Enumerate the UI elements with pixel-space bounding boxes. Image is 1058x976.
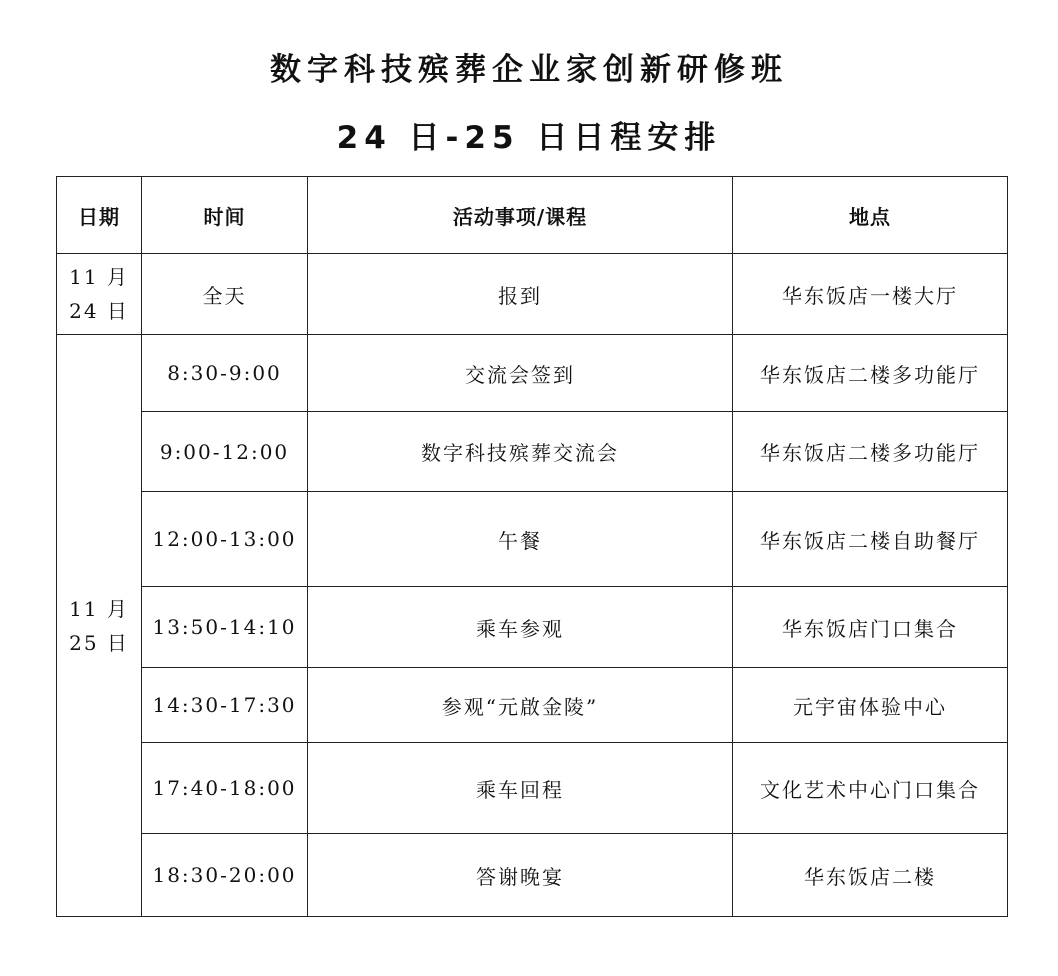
time-cell: 18:30-20:00 [142,834,308,917]
time-cell: 14:30-17:30 [142,668,308,743]
date-cell-day1 [57,254,142,335]
table-row [57,587,1008,668]
time-cell: 全天 [142,254,308,335]
date-cell-day2 [57,335,142,917]
header-date: 日期 [57,177,142,254]
table-row [57,335,1008,412]
location-cell: 元宇宙体验中心 [733,668,1008,743]
location-cell: 文化艺术中心门口集合 [733,743,1008,834]
header-location: 地点 [733,177,1008,254]
header-time: 时间 [142,177,308,254]
time-cell: 17:40-18:00 [142,743,308,834]
activity-cell: 报到 [308,254,733,335]
table-row [57,834,1008,917]
location-cell: 华东饭店二楼自助餐厅 [733,492,1008,587]
time-cell: 13:50-14:10 [142,587,308,668]
date-day: 24 日 [69,299,129,323]
location-cell: 华东饭店二楼多功能厅 [733,412,1008,492]
location-cell: 华东饭店门口集合 [733,587,1008,668]
activity-cell: 乘车参观 [308,587,733,668]
activity-cell: 交流会签到 [308,335,733,412]
table-header-row [57,177,1008,254]
activity-cell: 答谢晚宴 [308,834,733,917]
date-month: 11 月 [69,596,129,621]
time-cell: 9:00-12:00 [142,412,308,492]
activity-cell: 乘车回程 [308,743,733,834]
activity-cell: 数字科技殡葬交流会 [308,412,733,492]
table-row [57,492,1008,587]
time-cell: 8:30-9:00 [142,335,308,412]
location-cell: 华东饭店二楼多功能厅 [733,335,1008,412]
location-cell: 华东饭店一楼大厅 [733,254,1008,335]
date-day: 25 日 [69,630,129,655]
table-row [57,668,1008,743]
table-row [57,254,1008,335]
time-cell: 12:00-13:00 [142,492,308,587]
table-row [57,412,1008,492]
document-subtitle: 24 日-25 日日程安排 [336,120,722,156]
activity-cell: 参观“元啟金陵” [308,668,733,743]
location-cell: 华东饭店二楼 [733,834,1008,917]
schedule-table [56,176,1008,917]
header-activity: 活动事项/课程 [308,177,733,254]
date-month: 11 月 [69,265,129,289]
activity-cell: 午餐 [308,492,733,587]
document-title: 数字科技殡葬企业家创新研修班 [270,52,788,88]
table-row [57,743,1008,834]
